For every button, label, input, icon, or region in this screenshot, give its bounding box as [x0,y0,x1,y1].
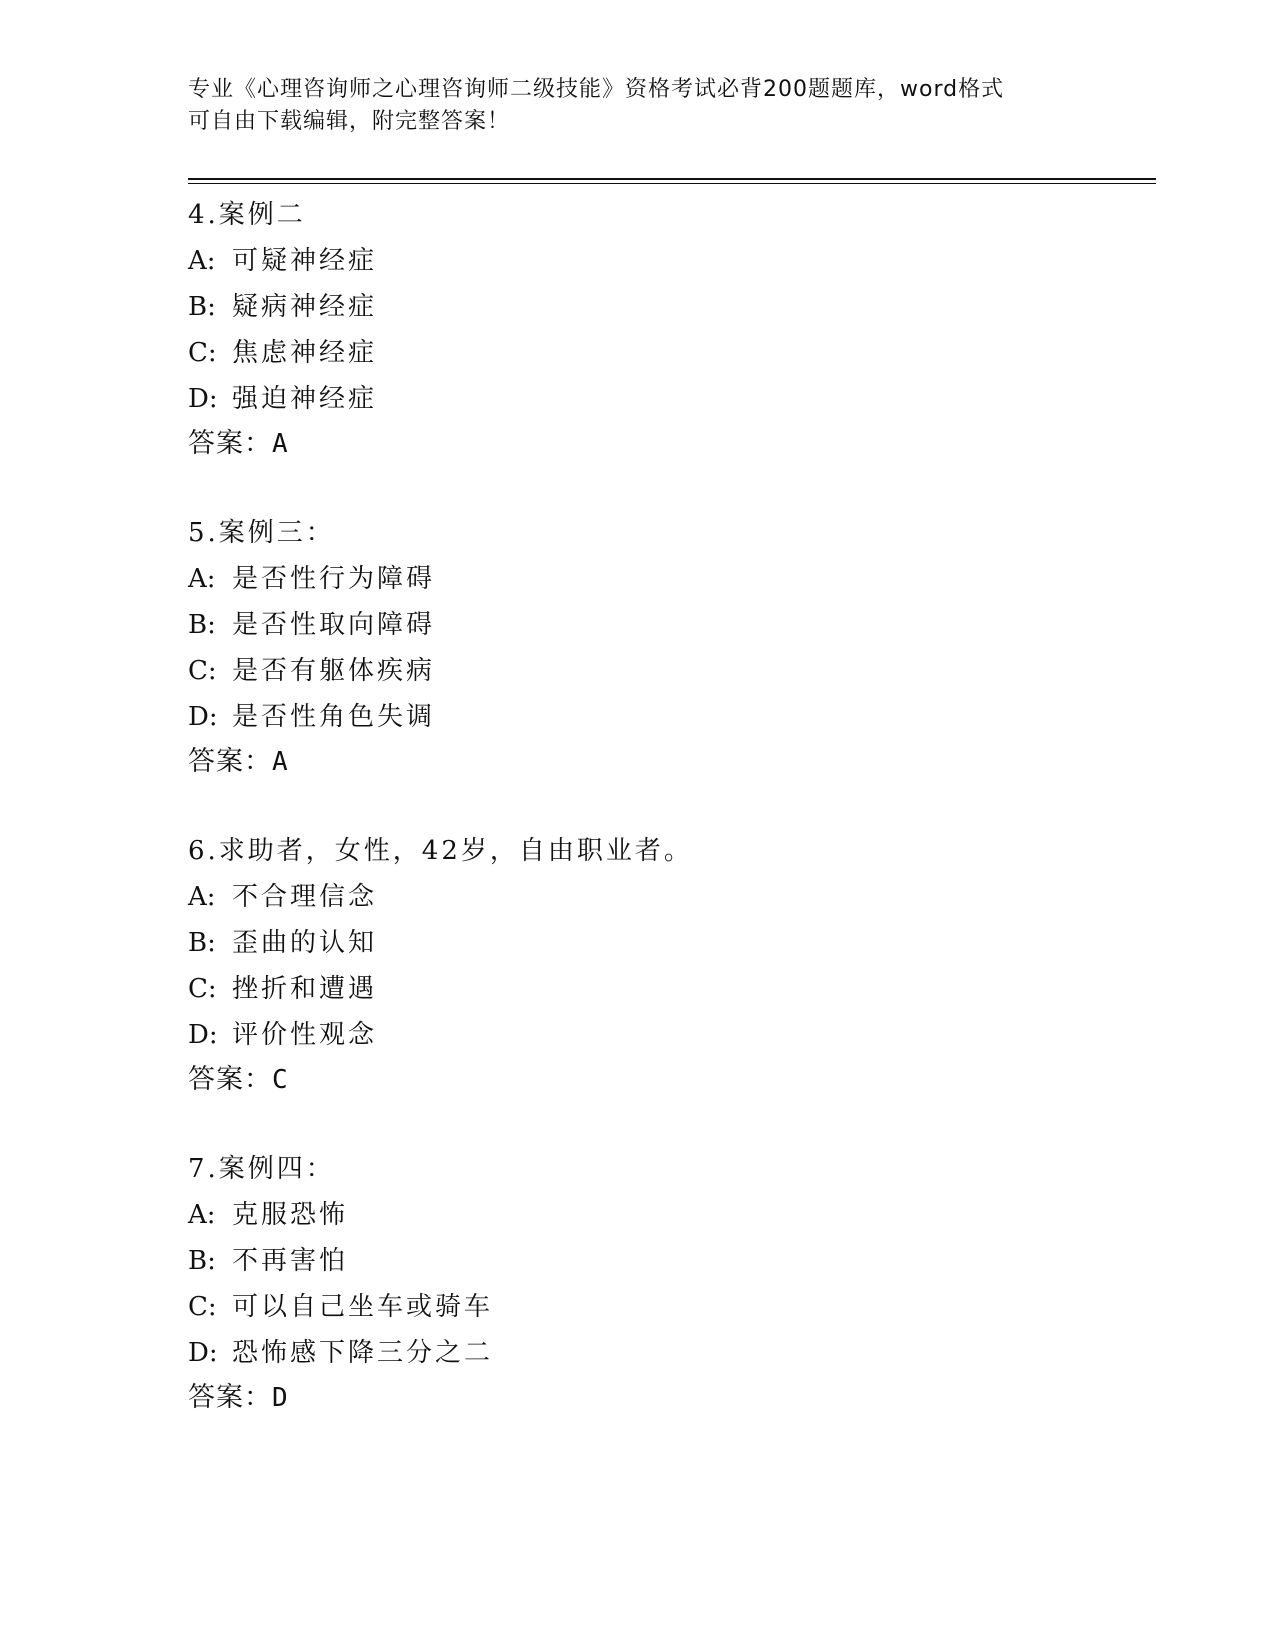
option-text: 挫折和遭遇 [232,974,378,1004]
document-header [188,74,1088,138]
header-title-line-2: 可自由下载编辑，附完整答案！ [188,109,511,134]
option-letter: B: [188,610,216,640]
answer-value: D [272,1383,288,1413]
answer-value: C [272,1065,288,1095]
option-letter: A: [188,564,216,594]
option-letter: C: [188,1292,217,1322]
option-letter: B: [188,292,216,322]
answer-value: A [272,429,288,459]
option-letter: B: [188,1246,216,1276]
question-stem: 4.案例二 [188,200,306,230]
option-a [188,874,1148,920]
option-letter: D: [188,384,218,414]
option-b [188,602,1148,648]
option-letter: A: [188,1200,216,1230]
option-letter: D: [188,1020,218,1050]
option-c [188,330,1148,376]
answer-label: 答案： [188,1064,272,1095]
header-title-line-1: 专业《心理咨询师之心理咨询师二级技能》资格考试必背200题题库，word格式 [188,77,1005,102]
option-letter: C: [188,974,217,1004]
question-6 [188,828,1148,1102]
option-text: 可疑神经症 [232,246,378,276]
option-letter: C: [188,338,217,368]
option-letter: D: [188,702,218,732]
option-text: 是否性取向障碍 [232,610,436,640]
question-5 [188,510,1148,784]
question-stem: 7.案例四： [188,1154,335,1184]
option-letter: A: [188,246,216,276]
option-text: 克服恐怖 [232,1200,349,1230]
option-text: 不再害怕 [232,1246,349,1276]
option-d [188,376,1148,422]
question-list [188,192,1148,1464]
option-letter: D: [188,1338,218,1368]
option-text: 评价性观念 [232,1020,378,1050]
question-stem: 6.求助者，女性，42岁，自由职业者。 [188,836,693,866]
answer-line [188,1376,1148,1420]
option-text: 是否有躯体疾病 [232,656,436,686]
option-text: 歪曲的认知 [232,928,378,958]
option-b [188,284,1148,330]
answer-line [188,1058,1148,1102]
option-text: 是否性行为障碍 [232,564,436,594]
option-b [188,920,1148,966]
answer-value: A [272,747,288,777]
answer-label: 答案： [188,746,272,777]
answer-line [188,422,1148,466]
option-letter: B: [188,928,216,958]
option-text: 焦虑神经症 [232,338,378,368]
answer-label: 答案： [188,1382,272,1413]
answer-line [188,740,1148,784]
option-text: 是否性角色失调 [232,702,436,732]
option-d [188,1012,1148,1058]
answer-label: 答案： [188,428,272,459]
option-d [188,1330,1148,1376]
option-letter: C: [188,656,217,686]
option-a [188,556,1148,602]
option-text: 强迫神经症 [232,384,378,414]
header-divider [188,178,1156,180]
question-stem: 5.案例三： [188,518,335,548]
question-4 [188,192,1148,466]
option-a [188,238,1148,284]
option-text: 疑病神经症 [232,292,378,322]
option-text: 可以自己坐车或骑车 [232,1292,494,1322]
header-divider-thin [188,183,1156,184]
question-7 [188,1146,1148,1420]
option-text: 恐怖感下降三分之二 [232,1338,494,1368]
option-b [188,1238,1148,1284]
option-text: 不合理信念 [232,882,378,912]
option-d [188,694,1148,740]
option-c [188,966,1148,1012]
option-letter: A: [188,882,216,912]
option-c [188,648,1148,694]
option-a [188,1192,1148,1238]
option-c [188,1284,1148,1330]
